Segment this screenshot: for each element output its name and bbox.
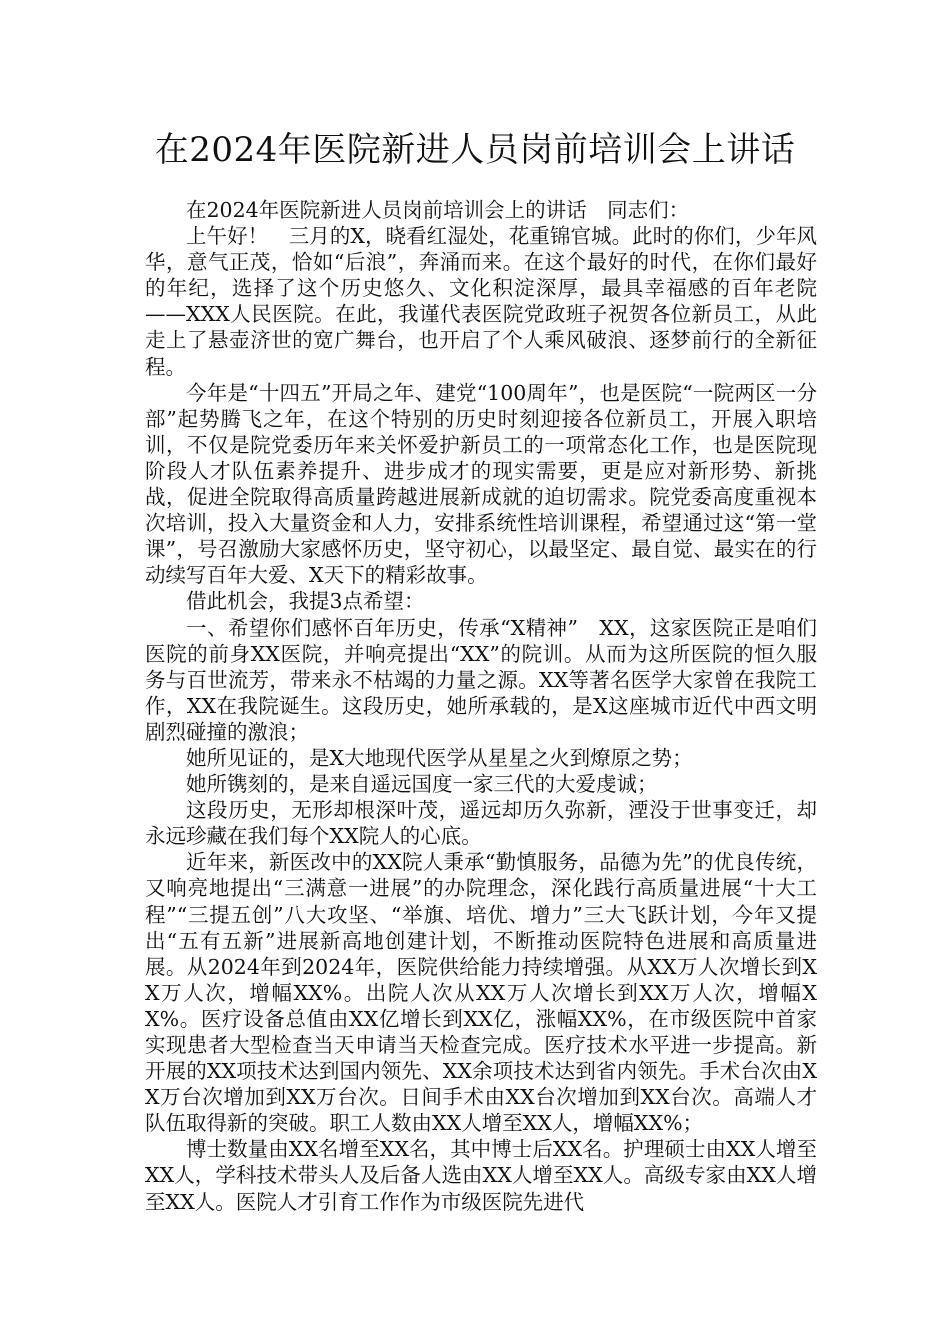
document-body — [145, 197, 817, 1215]
paragraph-witness: 她所见证的，是X大地现代医学从星星之火到燎原之势； — [186, 745, 693, 770]
paragraph-engraved: 她所镌刻的，是来自遥远国度一家三代的大爱虔诚； — [186, 772, 658, 797]
paragraph-hope-one: 一、希望你们感怀百年历史，传承“X精神” XX，这家医院正是咱们医院的前身XX医院，并响亮提出“XX”的院训。从而为这所医院的恒久服务与百世流芳，带来永不枯竭的力量之源。XX等著名医学大家曾在我院工作，XX在我院诞生。这段历史，她所承载的，是X这座城市近代中西文明剧烈碰撞的激浪； — [145, 615, 817, 744]
document-title: 在2024年医院新进人员岗前培训会上讲话 — [154, 130, 796, 170]
paragraph-recent-years: 近年来，新医改中的XX院人秉承“勤慎服务，品德为先”的优良传统，又响亮地提出“三满意一进展”的办院理念，深化践行高质量进展“十大工程”“三提五创”八大攻坚、“举旗、培优、增力”三大飞跃计划，今年又提出“五有五新”进展新高地创建计划，不断推动医院特色进展和高质量进展。从2024年到2024年，医院供给能力持续增强。从XX万人次增长到XX万人次，增幅XX%。出院人次从XX万人次增长到XX万人次，增幅XX%。医疗设备总值由XX亿增长到XX亿，涨幅XX%，在市级医院中首家实现患者大型检查当天申请当天检查完成。医疗技术水平进一步提高。新开展的XX项技术达到国内领先、XX余项技术达到省内领先。手术台次由XX万台次增加到XX万台次。日间手术由XX台次增加到XX台次。高端人才队伍取得新的突破。职工人数由XX人增至XX人，增幅XX%； — [145, 850, 817, 1136]
paragraph-doctors: 博士数量由XX名增至XX名，其中博士后XX名。护理硕士由XX人增至XX人，学科技术带头人及后备人选由XX人增至XX人。高级专家由XX人增至XX人。医院人才引育工作作为市级医院先进代 — [145, 1137, 817, 1214]
paragraph-opening: 在2024年医院新进人员岗前培训会上的讲话 同志们： — [186, 198, 690, 222]
paragraph-history: 这段历史，无形却根深叶茂，遥远却历久弥新，湮没于世事变迁，却永远珍藏在我们每个XX院人的心底。 — [145, 798, 817, 849]
paragraph-greeting: 上午好！ 三月的X，晓看红湿处，花重锦官城。此时的你们，少年风华，意气正茂，恰如“后浪”，奔涌而来。在这个最好的时代，在你们最好的年纪，选择了这个历史悠久、文化积淀深厚，最具幸福感的百年老院——XXX人民医院。在此，我谨代表医院党政班子祝贺各位新员工，从此走上了悬壶济世的宽广舞台，也开启了个人乘风破浪、逐梦前行的全新征程。 — [145, 224, 817, 379]
paragraph-three-hopes: 借此机会，我提3点希望： — [186, 589, 425, 614]
paragraph-this-year: 今年是“十四五”开局之年、建党“100周年”，也是医院“一院两区一分部”起势腾飞之年，在这个特别的历史时刻迎接各位新员工，开展入职培训，不仅是院党委历年来关怀爱护新员工的一项常态化工作，也是医院现阶段人才队伍素养提升、进步成才的现实需要，更是应对新形势、新挑战，促进全院取得高质量跨越进展新成就的迫切需求。院党委高度重视本次培训，投入大量资金和人力，安排系统性培训课程，希望通过这“第一堂课”，号召激励大家感怀历史，坚守初心，以最坚定、最自觉、最实在的行动续写百年大爱、X天下的精彩故事。 — [145, 380, 817, 588]
